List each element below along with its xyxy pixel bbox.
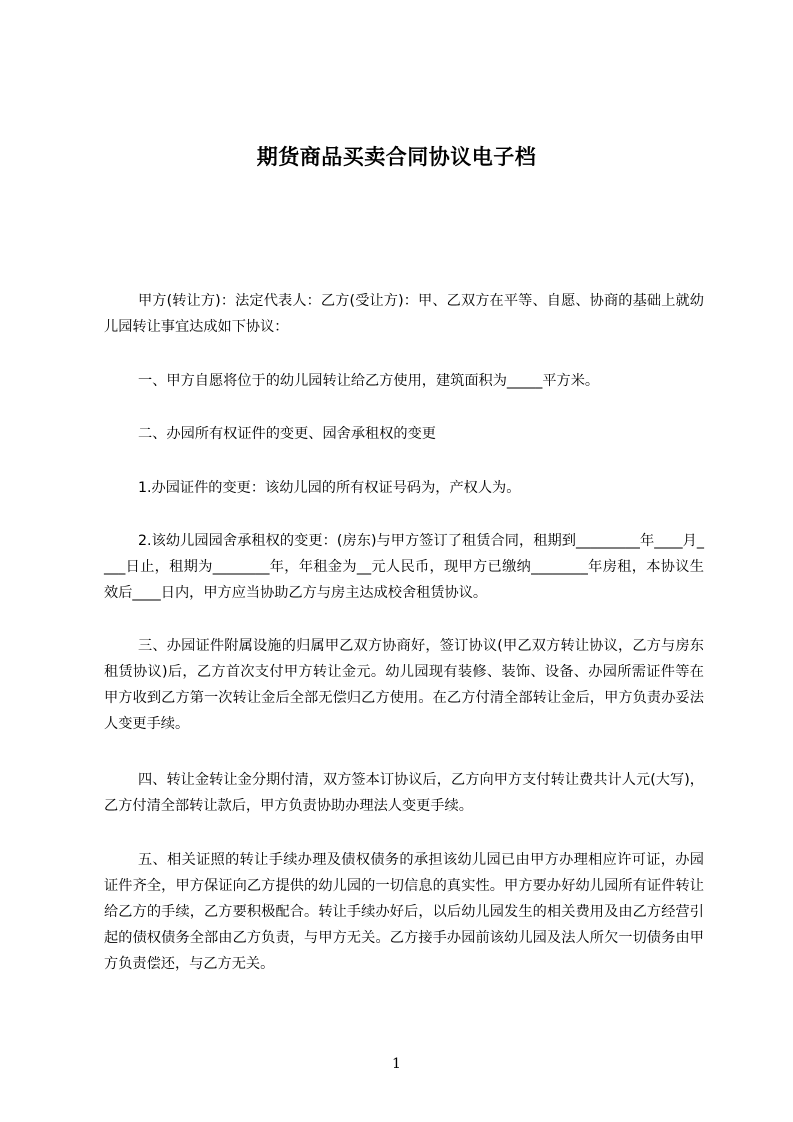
- paragraph-clause-4: 四、转让金转让金分期付清，双方签本订协议后，乙方向甲方支付转让费共计人元(大写)，乙方付清全部转让款后，甲方负责协助办理法人变更手续。: [104, 772, 704, 814]
- paragraph-parties: 甲方(转让方)：法定代表人：乙方(受让方)：甲、乙双方在平等、自愿、协商的基础上就幼儿园转让事宜达成如下协议：: [104, 293, 704, 335]
- paragraph-clause-5: 五、相关证照的转让手续办理及债权债务的承担该幼儿园已由甲方办理相应许可证，办园证件齐全，甲方保证向乙方提供的幼儿园的一切信息的真实性。甲方要办好幼儿园所有证件转让给乙方的手续，乙方要积极配合。转让手续办好后，以后幼儿园发生的相关费用及由乙方经营引起的债权债务全部由乙方负责，与甲方无关。乙方接手办园前该幼儿园及法人所欠一切债务由甲方负责偿还，与乙方无关。: [104, 852, 704, 972]
- document-title: 期货商品买卖合同协议电子档: [256, 145, 537, 169]
- paragraph-clause-2-1: 1.办园证件的变更：该幼儿园的所有权证号码为，产权人为。: [138, 480, 521, 496]
- page-number: 1: [392, 1056, 401, 1072]
- paragraph-clause-2-2: 2.该幼儿园园舍承租权的变更：(房东)与甲方签订了租赁合同，租期到_________年____月____日止，租期为________年，年租金为__元人民币，现甲方已缴纳________年房租，本协议生效后____日内，甲方应当协助乙方与房主达成校舍租赁协议。: [104, 533, 704, 601]
- paragraph-clause-3: 三、办园证件附属设施的归属甲乙双方协商好，签订协议(甲乙双方转让协议，乙方与房东租赁协议)后，乙方首次支付甲方转让金元。幼儿园现有装修、装饰、设备、办园所需证件等在甲方收到乙方第一次转让金后全部无偿归乙方使用。在乙方付清全部转让金后，甲方负责办妥法人变更手续。: [104, 638, 704, 732]
- paragraph-clause-1: 一、甲方自愿将位于的幼儿园转让给乙方使用，建筑面积为_____平方米。: [138, 373, 600, 389]
- paragraph-clause-2: 二、办园所有权证件的变更、园舍承租权的变更: [138, 426, 436, 442]
